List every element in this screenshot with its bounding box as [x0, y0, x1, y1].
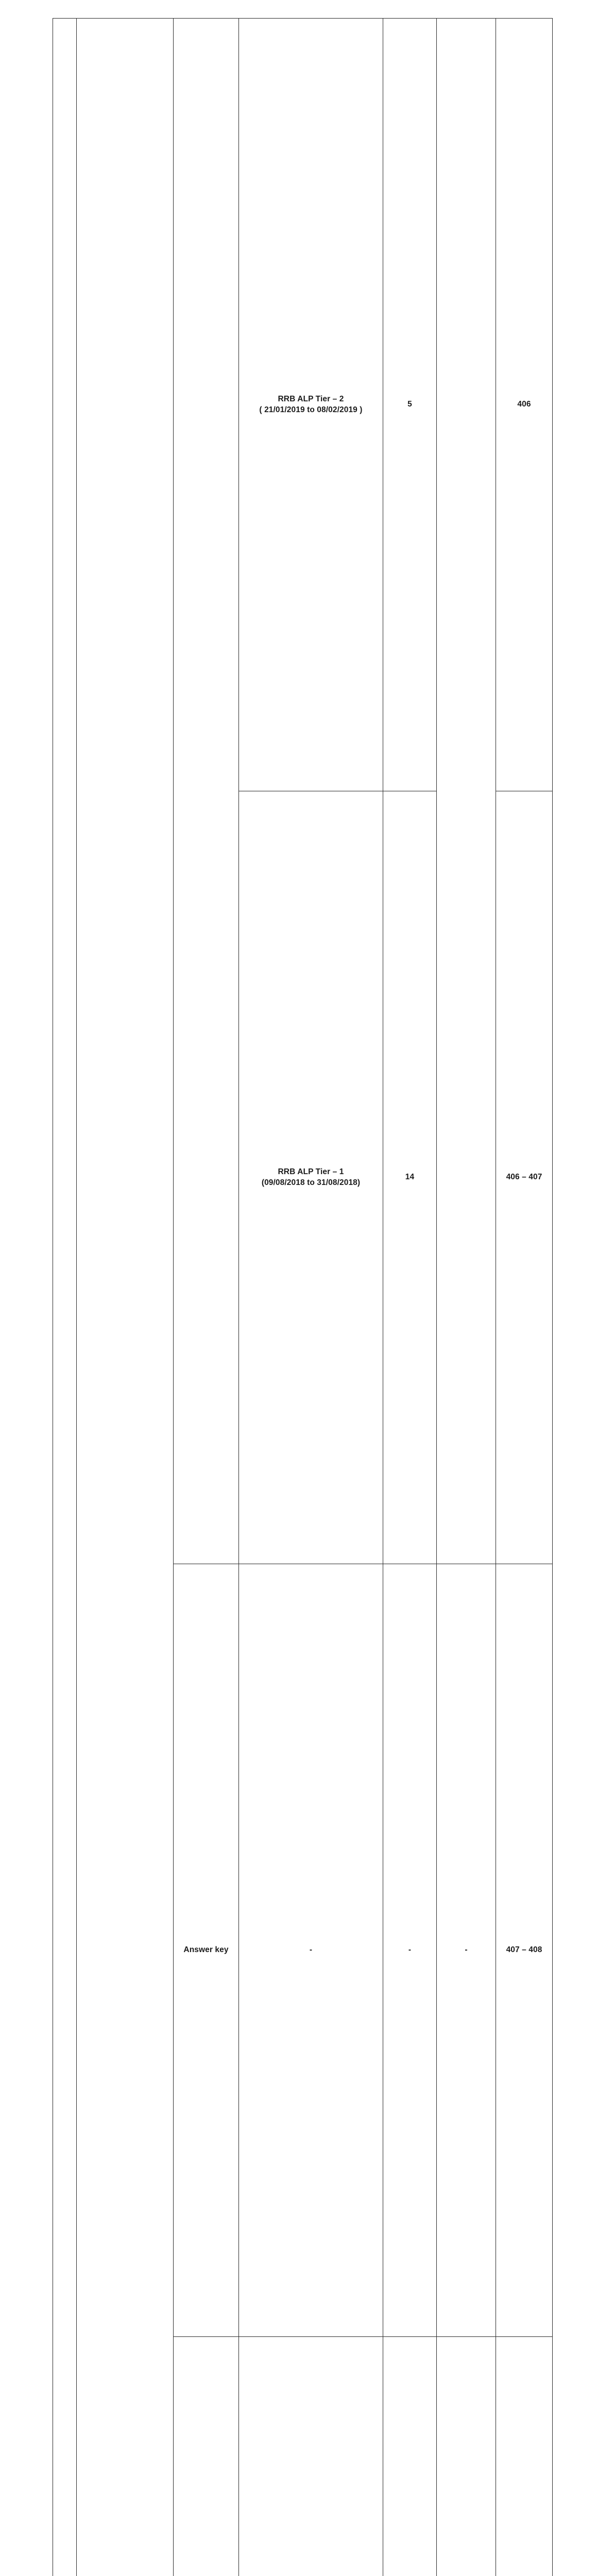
cell-chapter: - [437, 1564, 496, 2337]
cell-question-count: 5 [383, 19, 437, 791]
cell-serial-number [53, 19, 77, 2576]
cell-exam [239, 791, 383, 1564]
cell-type: Answer key [174, 1564, 239, 2337]
exam-name: RRB ALP Tier – 2 [241, 394, 381, 404]
cell-page-range: 407 – 408 [496, 1564, 553, 2337]
cell-page-range: 406 – 407 [496, 791, 553, 1564]
exam-name: RRB ALP Tier – 1 [241, 1167, 381, 1177]
table-row [53, 19, 553, 791]
cell-exam: - [239, 1564, 383, 2337]
cell-question-count: - [383, 1564, 437, 2337]
cell-exam [239, 19, 383, 791]
cell-question-count: 14 [383, 791, 437, 1564]
exam-date: (09/08/2018 to 31/08/2018) [241, 1178, 381, 1188]
document-page [0, 0, 597, 773]
cell-chapter [437, 19, 496, 1564]
cell-page-range [496, 2337, 553, 2576]
index-table-body [53, 19, 553, 2576]
cell-topic [77, 19, 174, 2576]
exam-date: ( 21/01/2019 to 08/02/2019 ) [241, 405, 381, 415]
index-table [53, 18, 553, 2576]
cell-chapter [437, 2337, 496, 2576]
cell-type [174, 19, 239, 1564]
cell-type [174, 2337, 239, 2576]
cell-page-range: 406 [496, 19, 553, 791]
cell-question-count [383, 2337, 437, 2576]
cell-exam [239, 2337, 383, 2576]
